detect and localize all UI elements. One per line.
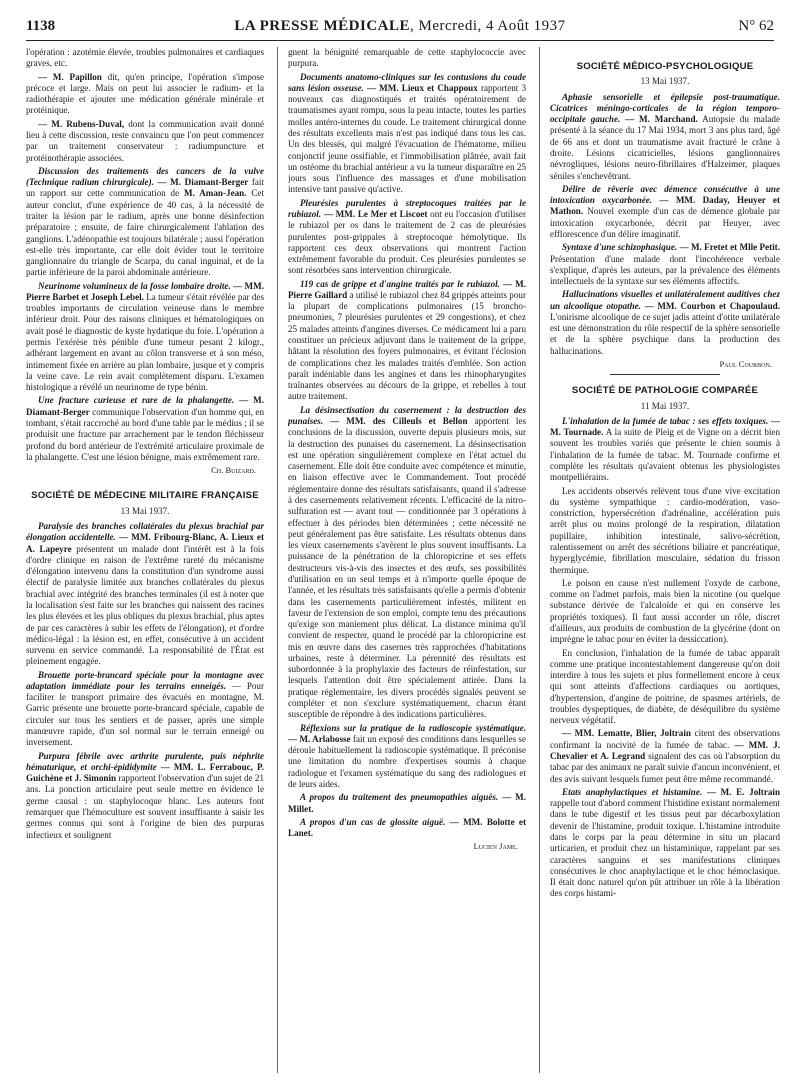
- author: — M. Rubens-Duval,: [38, 118, 125, 129]
- journal-name: LA PRESSE MÉDICALE: [234, 18, 411, 34]
- issue-number: N° 62: [738, 18, 774, 34]
- article-title: Documents anatomo-cliniques sur les contusions du coude sans lésion osseuse.: [288, 71, 526, 93]
- article-title: L'inhalation de la fumée de tabac : ses effets toxiques.: [562, 415, 769, 426]
- paragraph: [26, 751, 264, 841]
- body-text: rapportent 3 nouveaux cas diagnostiqués et traités opératoirement de traumatismes ayant rompu, sous la peau intacte, toutes les parties molles antéro-internes du coude. Le traitement chirurgical donne des résultats excellents mais n'est pas indiqué dans tous les cas. Un des blessés, qui malgré l'évacuation de l'hématome, milieu conjonctif jeune ossifiable, et l'immobilisation plâtrée, avait fait un ostéome du brachial antérieur a vu la tumeur disparaître en 25 jours sous l'influence des massages et d'une mobilisation intensive tant passive qu'active.: [288, 82, 526, 195]
- article-title: Neurinome volumineux de la fosse lombaire droite.: [38, 280, 231, 291]
- article-title: Etats anaphylactiques et histamine.: [562, 786, 703, 797]
- author: — M. Tournade.: [550, 415, 780, 438]
- author: — M. Papillon: [38, 71, 102, 82]
- paragraph: [288, 198, 526, 277]
- body-text: ont eu l'occasion d'utiliser le rubiazol per os dans le traitement de 2 cas de pleurésies purulentes post-grippales à streptocoque hémolytique. Ils rapportent ces deux observations qui montrent l'action extrêmement favorable du produit. Ces pleurésies purulentes se sont résorbées sans intervention chirurgicale.: [288, 208, 526, 276]
- paragraph: [550, 787, 780, 900]
- body-text: apportent les conclusions de la discussion, ouverte depuis plusieurs mois, sur la destruction des punaises du casernement. La désinsectisation est une opération singulièrement complexe en l'état actuel du casernement. Elle doit être conduite avec compétence et minutie, en liaison effective avec le Commandement. Tout procédé réglementaire donne des résultats satisfaisants, quand il s'adresse à des casernements relativement récents. L'efficacité de la nitro-sulfuration est — avant tout — conditionnée par 3 opérations à effectuer à des périodes bien déterminées ; cette nécessité ne peut généralement pas être satisfaite. Les résultats obtenus dans les vieux casernements s'avèrent le plus souvent insuffisants. La puissance de la pénétration de la chloropicrine et ses effets destructeurs vis-à-vis des insectes et des œufs, ses possibilités d'utilisation en un seul temps et à n'importe quelle époque de l'année, et les résultats très satisfaisants qu'elle a permis d'obtenir dans les casernements particulièrement infestés, militent en faveur de l'extension de son emploi, compte tenu des précautions qu'exige son maniement plus délicat. La distance minima qu'il convient de respecter, quand le procédé par la chloropicrine est mis en œuvre dans des casernes très rapprochées d'habitations urbaines, reste à déterminer. La pérennité des résultats est subordonnée à la prophylaxie des facteurs de réinfestation, sur lesquels l'attention doit être spécialement attirée. Dans la pratique réglementaire, les divers procédés signalés peuvent se compléter et non s'exclure systématiquement, chacun étant susceptible de répondre à des indications particulières.: [288, 416, 526, 720]
- article-title: Réflexions sur la pratique de la radioscopie systématique.: [300, 722, 526, 733]
- issue-date: , Mercredi, 4 Août 1937: [410, 18, 566, 34]
- author: — M. Marchand.: [620, 114, 698, 125]
- paragraph: En conclusion, l'inhalation de la fumée de tabac apparaît comme une pratique incontestablement dangereuse qu'on doit interdire à tous les sujets et plus formellement encore à ceux qui sont atteints d'affections cardiaques ou aortiques, d'hypertension, d'angine de poitrine, de spasmes artériels, de troubles dyspeptiques, de diabète, de déséquilibre du système nerveux végétatif.: [550, 647, 780, 726]
- paragraph: [26, 395, 264, 463]
- article-title: Une fracture curieuse et rare de la phalangette.: [38, 395, 235, 406]
- paragraph: Les accidents observés relèvent tous d'une vive excitation du système sympathique : cardio-modération, vaso-constriction, hypersécrétion d'adrénaline, accélération puis arrêt plus ou moins prolongé de la respiration, dilatation pupillaire, inhibition intestinale, salivo-sécrétion, ralentissement ou arrêt des sécrétions biliaire et pancréatique, hyperglycémie, fibrillation musculaire, sédation du frisson thermique.: [550, 485, 780, 575]
- body-text: L'onirisme alcoolique de ce sujet jadis atteint d'otite unilatérale est une démonstration du rôle respectif de la sphère sensorielle et de la sphère psychique dans la production des hallucinations.: [550, 311, 780, 356]
- author: — MM. Lieux et Chappoux: [363, 82, 478, 93]
- body-text: rapportent l'observation d'un sujet de 21 ans. La ponction articulaire peut seule mettre en évidence le germe causal : un staphylocoque blanc. Les auteurs font remarquer que l'hémoculture est souvent insuffisante à saisir les germes connus qui sont à l'origine de bien des purpuras infectieux et soulignent: [26, 773, 264, 840]
- author: — MM. Pierre Barbet et Joseph Lebel.: [26, 280, 264, 302]
- signature: Paul Courbon.: [719, 359, 772, 370]
- author: — M. E. Joltrain: [702, 786, 780, 797]
- article-title: La désinsectisation du casernement : la destruction des punaises.: [288, 404, 526, 426]
- paragraph: gnent la bénignité remarquable de cette staphylococcie avec purpura.: [288, 47, 526, 69]
- paragraph: [288, 723, 526, 791]
- body-text: signalent des cas où l'absorption du tabac par des animaux ne paraît suivie d'aucun inconvénient, et des avis suivant lesquels fumer peut être même recommandé.: [550, 751, 780, 784]
- article-title: Discussion des traitements des cancers de la vulve (Technique radium chirurgicale).: [26, 165, 264, 188]
- column-3: [550, 47, 780, 1075]
- section-heading: SOCIÉTÉ DE PATHOLOGIE COMPARÉE: [571, 385, 759, 397]
- body-text: fait un exposé des conditions dans lesquelles se déroule habituellement la radioscopie systématique. Il préconise une limitation du nombre d'expertises soumis à chaque radiologue et l'examen systématique du sang des radiologues et de leurs aides.: [288, 733, 526, 789]
- section-date: 13 Mai 1937.: [120, 505, 170, 516]
- paragraph: [26, 119, 264, 164]
- author: — MM. des Cilleuls et Bellon: [323, 416, 468, 426]
- section-heading: SOCIÉTÉ DE MÉDECINE MILITAIRE FRANÇAISE: [31, 490, 259, 502]
- column-1: [26, 47, 264, 1075]
- author: — MM. Courbon et Chapoulaud.: [640, 300, 780, 311]
- paragraph: [26, 281, 264, 394]
- paragraph: [550, 416, 780, 484]
- author: — M. Arlabosse: [288, 733, 351, 744]
- column-rule: [277, 47, 278, 1073]
- paragraph: l'opération : azotémie élevée, troubles pulmonaires et cardiaques graves, etc.: [26, 47, 264, 69]
- body-text: citent des observations confirmant la nocivité de la fumée de tabac.: [550, 728, 780, 750]
- body-text: a utilisé le rubiazol chez 84 grippés atteints pour la plupart de complications pulmonaires (15 broncho-pneumonies, 7 pleurésies purulentes et 29 congestions), et chez 25 malades atteints d'angines diverses. Ce médicament lui a paru constituer un précieux adjuvant dans le traitement de la grippe, hâtant la résolution des foyers pulmonaires, et évitant l'éclosion de complications chez les malades traités d'emblée. Son action paraît indéniable dans les angines et dans les rhinopharyngites traînantes observées au décours de la grippe, et rebelles à tout autre traitement.: [288, 289, 526, 402]
- author: — MM. Fribourg-Blanc, A. Lieux et A. Lapeyre: [26, 532, 264, 554]
- paragraph: [550, 92, 780, 182]
- body-text: A la suite de Pleig et de Vigne on a décrit bien souvent les troubles variés que présente le chien soumis à l'inhalation de la fumée de tabac. M. Tournade confirme et complète les résultats qu'avaient obtenus les physiologistes montpelliérains.: [550, 427, 780, 483]
- body-text: dont la communication avait donné lieu à cette discussion, reste convaincu que l'on peut commencer par un traitement conservateur : radiumpuncture et protéinothérapie associées.: [26, 118, 264, 163]
- article-title: Aphasie sensorielle et épilepsie post-traumatique. Cicatrices méningo-corticales de la région temporo-occipitale gauche.: [550, 91, 780, 125]
- paragraph: [288, 405, 526, 721]
- paragraph: [26, 521, 264, 668]
- author: — MM. Bolotte et Lanet.: [288, 816, 526, 839]
- body-text: Cet auteur conclut, d'une expérience de 40 cas, à la nécessité de traiter la lésion par le radium, après une bonne désinfection préparatoire ; ensuite, de faire chirurgicalement l'ablation des ganglions. L'adénopathie est toujours bilatérale ; aussi l'opération est-elle très importante, car elle doit évider tout le territoire ganglionnaire du triangle de Scarpa, du canal inguinal, et de la partie inférieure de la paroi abdominale antérieure.: [26, 188, 264, 278]
- author: — M. Pierre Gaillard: [288, 278, 526, 300]
- author: — M. Millet.: [288, 792, 526, 814]
- paragraph: [550, 728, 780, 784]
- body-text: La tumeur s'était révélée par des troubles importants de circulation veineuse dans le membre inférieur droit. Pour des raisons cliniques et hématologiques on avait posé le diagnostic de kyste hydatique du foie. L'opération a permis l'exérèse très pénible d'une tumeur pesant 2 kilogr., adhérant largement en avant au côlon transverse et à son méso, intimement fixée en arrière au plan lombaire, jusque et y compris la veine cave. Le rein avait complètement disparu. L'examen histologique a révélé un neurinome de type bénin.: [26, 291, 264, 393]
- body-text: communique l'observation d'un homme qui, en tombant, s'était raccroché au bord d'une table par le médius ; il se produisit une fracture par arrachement par le tendon fléchisseur profond du bord antérieur de l'extrémité articulaire proximale de la phalangette. C'est une lésion bénigne, mais extrêmement rare.: [26, 406, 264, 462]
- body-text: fait un rapport sur cette communication de: [26, 177, 264, 199]
- article-title: Paralysie des branches collatérales du plexus brachial par élongation accidentelle.: [26, 520, 264, 543]
- body-text: présente une brouette porte-brancard spéciale, capable de circuler sur tous les sentiers et de passer, après une simple manœuvre rapide, d'un sol normal sur le terrain enneigé ou inversement.: [26, 703, 264, 748]
- article-title: A propos du traitement des pneumopathies aiguës.: [300, 792, 499, 803]
- paragraph: Le poison en cause n'est nullement l'oxyde de carbone, comme on l'admet parfois, mais bien la nicotine (ou quelque substance dérivée de l'alcaloïde et qui en conserve les propriétés toxiques). Il faut aussi accorder un rôle, discret d'ailleurs, aux produits de combustion de la glycérine (dont on imprègne le tabac pour en éviter la dessiccation).: [550, 577, 780, 645]
- body-text: présentent un malade dont l'intérêt est à la fois d'ordre clinique en raison de l'extrême rareté du mécanisme d'élongation intervenu dans la constitution d'un syndrome aussi électif de paralysie limitée aux branches collatérales du plexus brachial avec intégrité des branches terminales (il est à noter que la localisation s'est faite sur les branches qui naissent des racines les plus élevées et les plus obliques du plexus brachial, plus aptes de par ces caractères à subir les effets de l'élongation), et d'ordre médico-légal : la lésion est, en effet, consécutive à un accident survenu en service commandé. La responsabilité de l'État est pleinement engagée.: [26, 543, 264, 667]
- article-title: Délire de rêverie avec démence consécutive à une intoxication oxycarbonée.: [550, 183, 780, 206]
- paragraph: [550, 242, 780, 287]
- column-2: [288, 47, 526, 1075]
- paragraph: [288, 279, 526, 403]
- body-text: Nouvel exemple d'un cas de démence globale par intoxication oxycarbonée, décrit par Heuyer, avec efflorescence d'un délire imaginatif.: [550, 206, 780, 239]
- author: — M. Fretet et Mlle Petit.: [677, 242, 780, 253]
- signature: Lucien Jame.: [473, 841, 518, 852]
- section-heading: SOCIÉTÉ MÉDICO-PSYCHOLOGIQUE: [576, 61, 754, 72]
- page-header: [26, 14, 774, 41]
- body-text: dit, qu'en principe, l'opération s'impose précoce et large. Mais on peut lui associer le radium- et la radiothérapie et ajouter une médication générale minérale et protéinique.: [26, 71, 264, 116]
- author: M. Aman-Jean.: [184, 188, 247, 199]
- article-title: Pleurésies purulentes à streptocoques traitées par le rubiazol.: [288, 197, 526, 219]
- body-text: Autopsie du malade présenté à la séance du 17 Mai 1934, mort 3 ans plus tard, âgé de 66 ans et dont un traumatisme avait fracturé le crâne à droite. Lésions cicatricielles, lésions ganglionnaires névrogliques, lésions neuro-fibrillaires d'Halzeimer, plaques séniles s'enchevêtrant.: [550, 114, 780, 181]
- article-title: A propos d'un cas de glossite aiguë.: [300, 816, 446, 827]
- section-date: 11 Mai 1937.: [640, 400, 690, 411]
- body-text: — Pour faciliter le transport primaire des évacués en montagne, M. Garric: [26, 680, 264, 714]
- article-title: 119 cas de grippe et d'angine traités par le rubiazol.: [300, 278, 500, 289]
- paragraph: [26, 670, 264, 749]
- author: — MM. Le Mer et Liscoet: [321, 208, 428, 219]
- column-rule: [539, 47, 540, 1073]
- paragraph: [26, 72, 264, 117]
- page-number: 1138: [26, 18, 56, 34]
- article-title: Hallucinations visuelles et unilatéralement auditives chez un alcoolique otopathe.: [550, 289, 780, 311]
- body-text: rappelle tout d'abord comment l'histidine existant normalement dans le tube digestif et les tissus peut par décarboxylation devenir de l'histamine, produit toxique. L'histamine introduite dans le corps par la peau détermine in situ un placard urticarien, et produit chez un histaminique, rappelant par ses caractères sanguins et ses manifestations cliniques consécutives le choc anaphylactique et le choc hémoclasique. Il était donc naturel qu'on pût attribuer un rôle à la libération des corps histami-: [550, 798, 780, 899]
- author: — MM. J. Chevalier et A. Legrand: [550, 739, 780, 762]
- paragraph: [288, 72, 526, 196]
- paragraph: [26, 166, 264, 279]
- article-title: Syntaxe d'une schizophasique.: [562, 242, 678, 253]
- paragraph: [288, 792, 526, 815]
- author: — MM. Lematte, Blier, Joltrain: [562, 728, 691, 739]
- paragraph: [288, 817, 526, 840]
- paragraph: [550, 184, 780, 240]
- author: — MM. L. Ferrabouc, P. Guichène et J. Simonin: [26, 761, 264, 784]
- article-title: Brouette porte-brancard spéciale pour la montagne avec adaptation immédiate pour les terrains enneigés.: [26, 669, 264, 691]
- body-text: Présentation d'une malade dont l'incohérence verbale s'explique, d'après les auteurs, par la prévalence des éléments intellectuels de la syntaxe sur ses éléments affectifs.: [550, 253, 780, 287]
- paragraph: [550, 289, 780, 357]
- section-date: 13 Mai 1937.: [640, 76, 690, 87]
- signature: Ch. Buizard.: [211, 465, 256, 476]
- section-divider: [610, 374, 720, 375]
- author: — MM. Daday, Heuyer et Mathon.: [550, 195, 780, 217]
- author: — M. Diamant-Berger: [153, 177, 249, 188]
- author: — M. Diamant-Berger: [26, 395, 264, 417]
- running-title: [26, 18, 774, 35]
- article-title: Purpura fébrile avec arthrite purulente, puis néphrite hématurique, et orchi-épididymite: [26, 750, 264, 772]
